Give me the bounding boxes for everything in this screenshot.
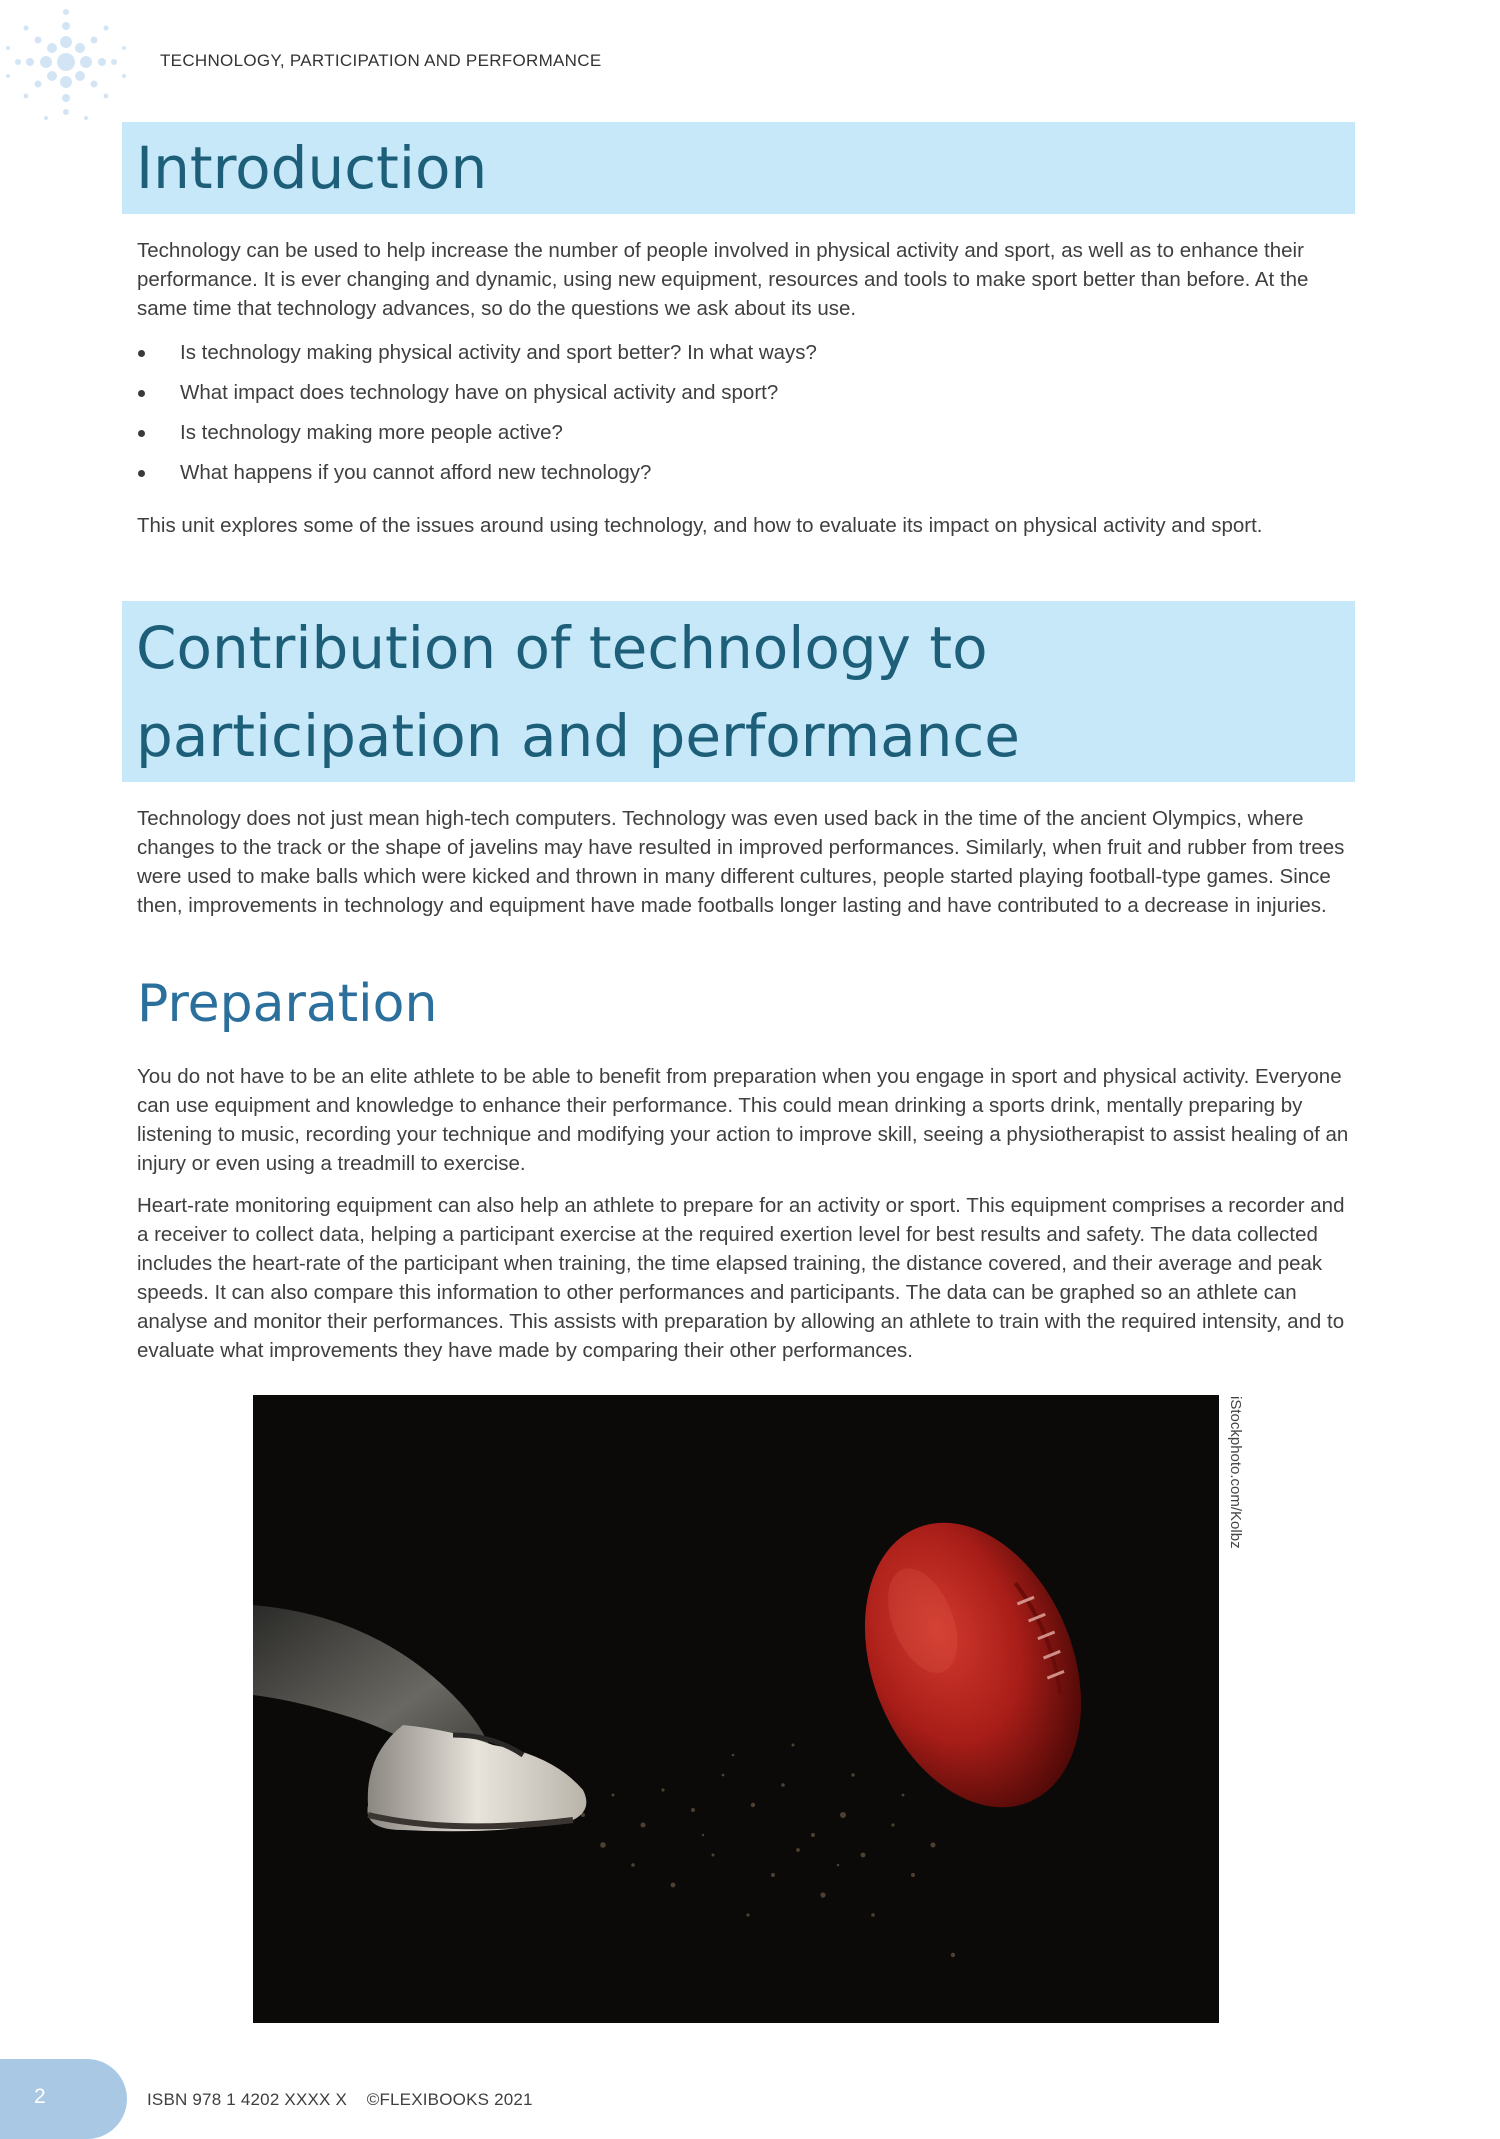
preparation-paragraph-2: Heart-rate monitoring equipment can also help an athlete to prepare for an activity or sport. This equipment comprises a recorder and a receiver to collect data, helping a participant exercise at the required exertion level for best results and safety. The data collected includes the heart-rate of the participant when training, the time elapsed training, the distance covered, and their average and peak speeds. It can also compare this information to other performances and participants. The data can be graphed so an athlete can analyse and monitor their performances. This assists with preparation by allowing an athlete to train with the required intensity, and to evaluate what improvements they have made by comparing their other performances. bbox=[137, 1194, 1345, 1362]
football-kick-photo bbox=[253, 1395, 1219, 2023]
preparation-heading: Preparation bbox=[137, 974, 438, 1034]
list-item: Is technology making physical activity and sport better? In what ways? bbox=[137, 333, 817, 373]
page-number-tab bbox=[0, 2059, 127, 2139]
contribution-banner bbox=[122, 601, 1355, 782]
preparation-paragraph-1: You do not have to be an elite athlete to be able to benefit from preparation when you engage in sport and physical activity. Everyone can use equipment and knowledge to enhance their performance. This could mean drinking a sports drink, mentally preparing by listening to music, recording your technique and modifying your action to improve skill, seeing a physiotherapist to assist healing of an injury or even using a treadmill to exercise. bbox=[137, 1065, 1349, 1175]
contribution-heading-line2: participation and performance bbox=[136, 702, 1020, 770]
footer-isbn-copyright: ISBN 978 1 4202 XXXX X ©FLEXIBOOKS 2021 bbox=[147, 2090, 533, 2109]
list-item: Is technology making more people active? bbox=[137, 413, 817, 453]
introduction-heading: Introduction bbox=[136, 134, 488, 202]
list-item: What impact does technology have on physical activity and sport? bbox=[137, 373, 817, 413]
page-number: 2 bbox=[34, 2085, 46, 2108]
photo-credit: iStockphoto.com/Kolbz bbox=[1227, 1396, 1244, 1549]
introduction-closing: This unit explores some of the issues around using technology, and how to evaluate its impact on physical activity and sport. bbox=[137, 514, 1263, 537]
contribution-heading-line1: Contribution of technology to bbox=[136, 614, 988, 682]
introduction-paragraph: Technology can be used to help increase the number of people involved in physical activity and sport, as well as to enhance their performance. It is ever changing and dynamic, using new equipment, resources and tools to make sport better than before. At the same time that technology advances, so do the questions we ask about its use. bbox=[137, 239, 1309, 320]
list-item: What happens if you cannot afford new technology? bbox=[137, 453, 817, 493]
corner-pattern-graphic bbox=[0, 0, 150, 135]
contribution-heading bbox=[122, 601, 1355, 780]
running-head: TECHNOLOGY, PARTICIPATION AND PERFORMANCE bbox=[160, 51, 602, 70]
introduction-banner bbox=[122, 122, 1355, 214]
question-list bbox=[137, 333, 817, 493]
contribution-paragraph: Technology does not just mean high-tech computers. Technology was even used back in the time of the ancient Olympics, where changes to the track or the shape of javelins may have resulted in improved performances. Similarly, when fruit and rubber from trees were used to make balls which were kicked and thrown in many different cultures, people started playing football-type games. Since then, improvements in technology and equipment have made footballs longer lasting and have contributed to a decrease in injuries. bbox=[137, 807, 1345, 917]
